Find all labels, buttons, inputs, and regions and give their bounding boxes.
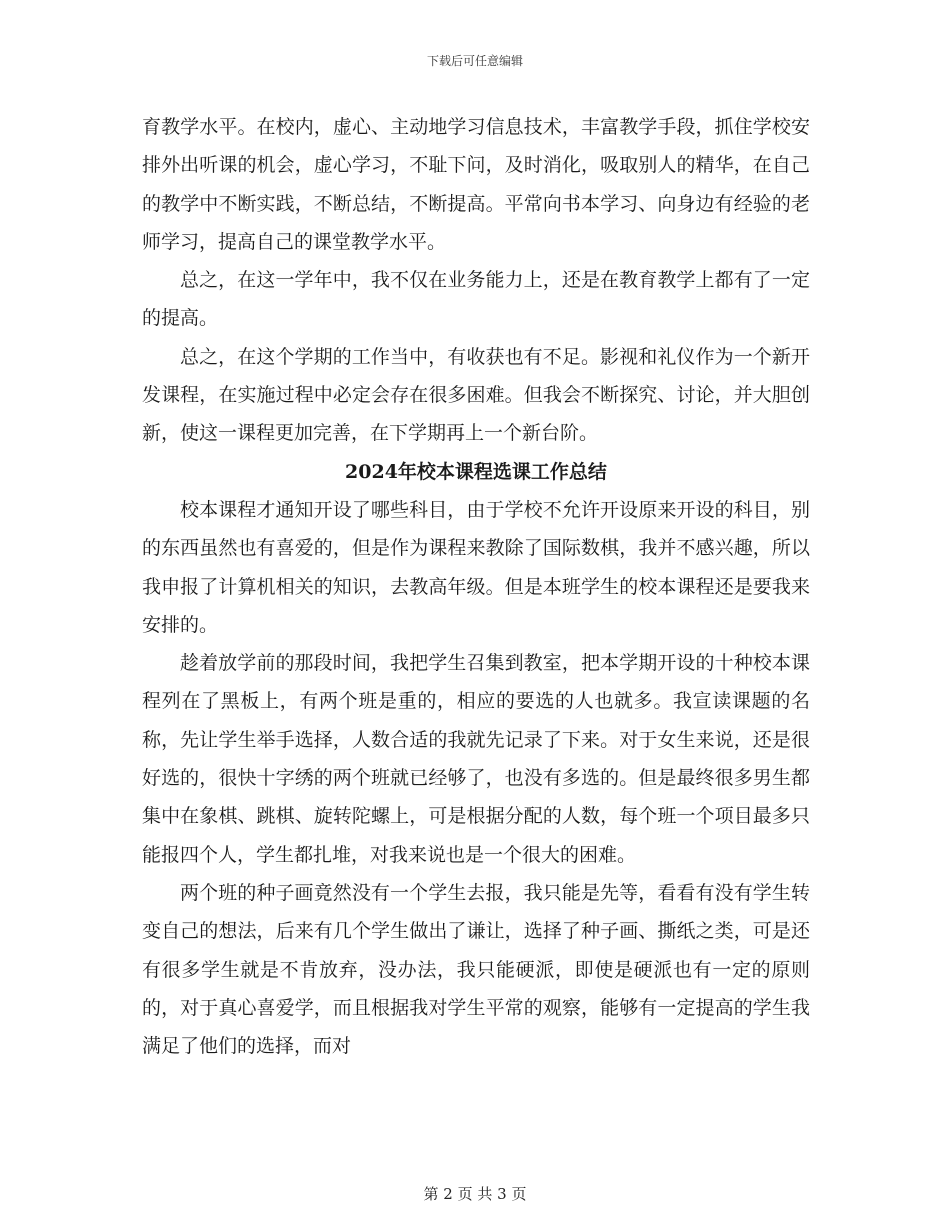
page-header-note: 下载后可任意编辑 — [426, 54, 523, 68]
section-title: 2024年校本课程选课工作总结 — [345, 460, 607, 483]
document-body — [142, 108, 810, 1065]
page-number: 第 2 页 共 3 页 — [423, 1185, 527, 1203]
paragraph: 校本课程才通知开设了哪些科目，由于学校不允许开设原来开设的科目，别的东西虽然也有喜爱的，但是作为课程来教除了国际数棋，我并不感兴趣，所以我申报了计算机相关的知识，去教高年级。但是本班学生的校本课程还是要我来安排的。 — [142, 498, 810, 636]
paragraph: 两个班的种子画竟然没有一个学生去报，我只能是先等，看看有没有学生转变自己的想法，后来有几个学生做出了谦让，选择了种子画、撕纸之类，可是还有很多学生就是不肯放弃，没办法，我只能硬派，即使是硬派也有一定的原则的，对于真心喜爱学，而且根据我对学生平常的观察，能够有一定提高的学生我满足了他们的选择，而对 — [142, 881, 810, 1058]
paragraph: 育教学水平。在校内，虚心、主动地学习信息技术，丰富教学手段，抓住学校安排外出听课的机会，虚心学习，不耻下问，及时消化，吸取别人的精华，在自己的教学中不断实践，不断总结，不断提高。平常向书本学习、向身边有经验的老师学习，提高自己的课堂教学水平。 — [142, 116, 810, 253]
paragraph: 总之，在这个学期的工作当中，有收获也有不足。影视和礼仪作为一个新开发课程，在实施过程中必定会存在很多困难。但我会不断探究、讨论，并大胆创新，使这一课程更加完善，在下学期再上一个新台阶。 — [142, 345, 810, 445]
paragraph: 趁着放学前的那段时间，我把学生召集到教室，把本学期开设的十种校本课程列在了黑板上，有两个班是重的，相应的要选的人也就多。我宣读课题的名称，先让学生举手选择，人数合适的我就先记录了下来。对于女生来说，还是很好选的，很快十字绣的两个班就已经够了，也没有多选的。但是最终很多男生都集中在象棋、跳棋、旋转陀螺上，可是根据分配的人数，每个班一个项目最多只能报四个人，学生都扎堆，对我来说也是一个很大的困难。 — [142, 652, 810, 866]
paragraph: 总之，在这一学年中，我不仅在业务能力上，还是在教育教学上都有了一定的提高。 — [142, 269, 810, 330]
